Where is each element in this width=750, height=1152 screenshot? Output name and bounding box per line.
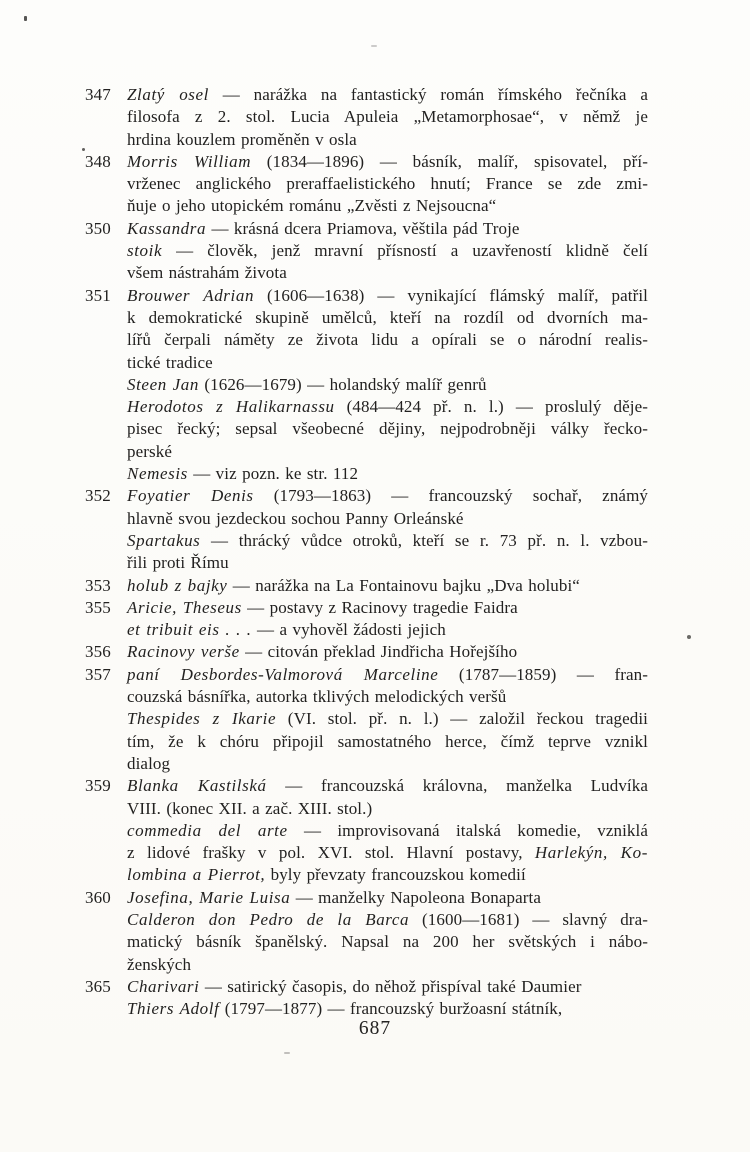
entry-number: 350 [85,218,111,238]
note-entry [85,775,648,886]
note-line [127,463,648,485]
note-line [127,352,648,374]
text-segment: lířů čerpali náměty ze života lidu a opírali se o národní realis- [127,330,648,350]
note-line [127,842,648,864]
note-paragraph [127,619,648,641]
term-italic: Brouwer Adrian [127,285,255,305]
note-paragraph [127,641,648,663]
term-italic: Josefina, Marie Luisa [127,887,291,907]
text-segment: — krásná dcera Priamova, věštila pád Troje [206,218,520,238]
note-line [127,619,648,641]
text-segment: vrženec anglického preraffaelistického hnutí; France se zde zmi- [127,174,648,194]
entry-number: 347 [85,85,111,104]
term-italic: Thespides z Ikarie [127,709,277,729]
term-italic: holub z bajky [127,575,228,595]
note-entry [85,151,648,218]
text-segment: (1787—1859) — fran- [438,664,648,684]
text-segment: perské [127,441,172,461]
note-line [127,240,648,262]
note-line [127,396,648,418]
term-italic: Herodotos z Halikarnassu [127,397,335,417]
text-segment: — citován překlad Jindřicha Hořejšího [239,642,518,662]
entry-text [127,597,648,642]
text-segment: řili proti Římu [127,553,229,573]
note-paragraph [127,285,648,374]
term-italic: commedia del arte [127,820,288,840]
note-line [127,552,648,574]
term-italic: Harlekýn, Ko- [534,843,648,863]
entry-text [127,976,648,1021]
note-paragraph [127,218,648,240]
note-line [127,909,648,931]
text-segment: z lidové frašky v pol. XVI. stol. Hlavní postavy, [127,843,535,863]
entry-text [127,151,648,218]
term-italic: paní Desbordes-Valmorová Marceline [127,664,439,684]
note-entry [85,575,648,597]
note-line [127,976,648,998]
text-segment: hrdina kouzlem proměněn v osla [127,129,357,149]
entry-text [127,218,648,285]
text-segment: — narážka na La Fontainovu bajku „Dva holubi“ [227,575,580,595]
note-line [127,597,648,619]
entry-number: 365 [85,976,111,996]
page-footer [0,1018,750,1040]
note-paragraph [127,820,648,887]
note-paragraph [127,463,648,485]
text-segment: (1626—1679) — holandský malíř genrů [199,374,487,394]
text-segment: — postavy z Racinovy tragedie Faidra [241,597,518,617]
note-line [127,575,648,597]
term-italic: stoik [127,241,163,261]
text-segment: — satirický časopis, do něhož přispíval také Daumier [199,976,582,996]
note-line [127,441,648,463]
page-number: 687 [358,1018,392,1039]
note-paragraph [127,708,648,775]
entry-text [127,84,648,151]
text-segment: tické tradice [127,352,213,372]
note-line [127,753,648,775]
entry-text [127,641,648,663]
text-segment: (484—424 př. n. l.) — proslulý děje- [334,397,648,417]
text-segment: hlavně svou jezdeckou sochou Panny Orleánské [127,508,464,528]
entry-number: 360 [85,887,111,907]
term-italic: Calderon don Pedro de la Barca [127,909,410,929]
note-entry [85,84,648,151]
note-paragraph [127,575,648,597]
note-entry [85,641,648,663]
note-line [127,508,648,530]
text-segment: (1793—1863) — francouzský sochař, známý [253,486,648,506]
term-italic: et tribuit eis . . . [127,620,252,640]
text-segment: (1600—1681) — slavný dra- [409,909,648,929]
text-segment: pisec řecký; sepsal všeobecné dějiny, nejpodrobněji války řecko- [127,419,648,439]
note-line [127,218,648,240]
text-segment: (VI. stol. př. n. l.) — založil řeckou tragedii [276,709,648,729]
term-italic: Morris William [127,151,252,171]
notes-list [85,84,648,1020]
entry-number: 351 [85,285,111,305]
text-segment: byly převzaty francouzskou komedií [265,865,526,885]
term-italic: Aricie, Theseus [127,597,242,617]
entry-number: 348 [85,151,111,171]
note-line [127,641,648,663]
entry-number: 353 [85,575,111,595]
note-entry [85,485,648,574]
text-segment: k demokratické skupině umělců, kteří na rozdíl od dvorních ma- [127,307,648,327]
text-segment: — manželky Napoleona Bonaparta [290,887,542,907]
note-line [127,798,648,820]
scan-speck-artifact [371,45,377,47]
note-paragraph [127,240,648,285]
note-paragraph [127,887,648,909]
note-entry [85,664,648,775]
entry-number: 355 [85,597,111,617]
note-paragraph [127,396,648,463]
term-italic: lombina a Pierrot, [127,865,266,885]
note-paragraph [127,597,648,619]
note-paragraph [127,151,648,218]
note-line [127,129,648,151]
term-italic: Charivari [127,976,200,996]
text-segment: ženských [127,954,192,974]
scan-speck-artifact [687,635,691,639]
entry-number: 357 [85,664,111,684]
text-segment: VIII. (konec XII. a zač. XIII. stol.) [127,798,373,818]
text-segment: (1834—1896) — básník, malíř, spisovatel, pří- [251,151,648,171]
term-italic: Zlatý osel [127,85,209,104]
text-segment: — člověk, jenž mravní přísností a uzavřeností klidně čelí [162,241,648,261]
note-line [127,887,648,909]
note-paragraph [127,485,648,530]
note-line [127,195,648,217]
note-paragraph [127,775,648,820]
term-italic: Spartakus [127,530,201,550]
entry-text [127,664,648,775]
term-italic: Thiers Adolf [127,999,220,1019]
note-entry [85,597,648,642]
text-segment: — viz pozn. ke str. 112 [187,464,359,484]
note-paragraph [127,664,648,709]
note-paragraph [127,909,648,976]
note-line [127,106,648,128]
term-italic: Racinovy verše [127,642,240,662]
note-line [127,775,648,797]
text-segment: matický básník španělský. Napsal na 200 her světských i nábo- [127,932,648,952]
note-line [127,262,648,284]
note-line [127,954,648,976]
scan-speck-artifact [24,16,27,21]
note-line [127,530,648,552]
note-paragraph [127,84,648,151]
text-segment: všem nástrahám života [127,263,287,283]
note-line [127,173,648,195]
entry-number: 359 [85,776,111,796]
note-line [127,329,648,351]
note-line [127,686,648,708]
text-segment: — francouzská královna, manželka Ludvíka [266,776,648,796]
note-line [127,307,648,329]
note-line [127,664,648,686]
text-segment: filosofa z 2. stol. Lucia Apuleia „Metamorphosae“, v němž je [127,107,648,127]
entry-text [127,485,648,574]
note-entry [85,218,648,285]
entry-text [127,775,648,886]
entry-text [127,575,648,597]
term-italic: Nemesis [127,464,188,484]
entry-number: 352 [85,486,111,506]
note-line [127,418,648,440]
text-segment: couzská básnířka, autorka tklivých melodických veršů [127,687,507,707]
note-line [127,285,648,307]
entry-text [127,285,648,486]
note-line [127,84,648,106]
note-line [127,151,648,173]
note-line [127,374,648,396]
entry-number: 356 [85,642,111,662]
note-line [127,820,648,842]
term-italic: Steen Jan [127,374,200,394]
text-segment: ňuje o jeho utopickém románu „Zvěsti z Nejsoucna“ [127,196,497,216]
note-entry [85,887,648,976]
text-segment: — narážka na fantastický román římského řečníka a [209,85,648,104]
term-italic: Kassandra [127,218,207,238]
note-line [127,708,648,730]
text-segment: — a vyhověl žádosti jejich [251,620,446,640]
note-line [127,864,648,886]
entry-text [127,887,648,976]
note-line [127,931,648,953]
note-line [127,731,648,753]
term-italic: Foyatier Denis [127,486,254,506]
text-segment: dialog [127,753,171,773]
note-entry [85,976,648,1021]
text-segment: tím, že k chóru připojil samostatného herce, čímž teprve vznikl [127,731,648,751]
note-paragraph [127,530,648,575]
note-paragraph [127,976,648,998]
note-paragraph [127,374,648,396]
text-segment: — improvisovaná italská komedie, vzniklá [287,820,648,840]
scan-speck-artifact [284,1052,290,1054]
text-segment: (1797—1877) — francouzský buržoasní státník, [219,999,563,1019]
term-italic: Blanka Kastilská [127,776,267,796]
text-segment: — thrácký vůdce otroků, kteří se r. 73 př. n. l. vzbou- [200,530,648,550]
text-segment: (1606—1638) — vynikající flámský malíř, patřil [254,285,648,305]
note-entry [85,285,648,486]
note-line [127,485,648,507]
